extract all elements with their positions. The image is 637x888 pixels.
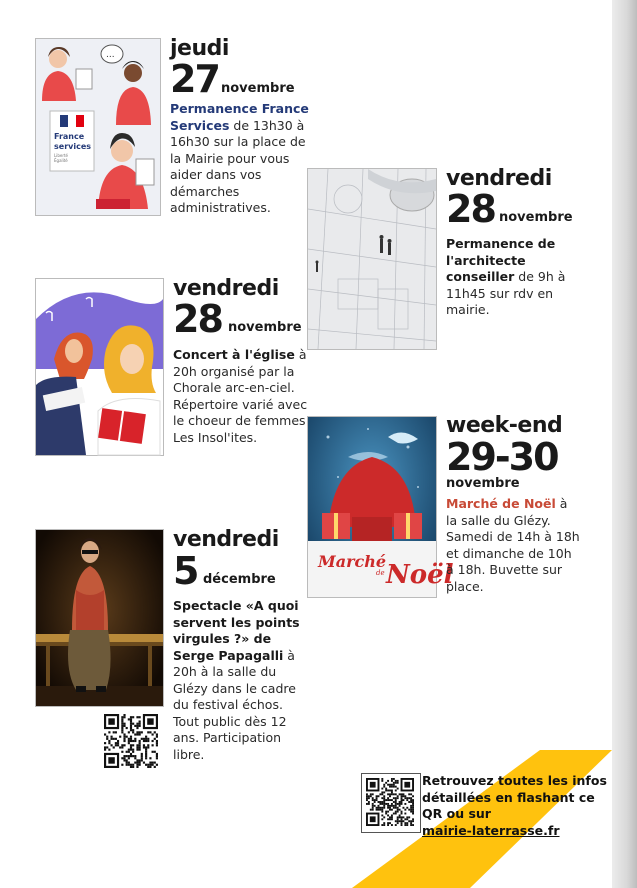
event-text: à 20h à la salle du Glézy dans le cadre du festival échos. Tout public dès 12 ans. Participation libre. <box>173 647 296 762</box>
event-number: 5 <box>173 549 198 593</box>
svg-text:Liberté: Liberté <box>54 153 69 158</box>
event-month: novembre <box>221 81 295 96</box>
event-description <box>446 236 576 319</box>
svg-text:Marché: Marché <box>318 552 387 571</box>
svg-text:Égalité: Égalité <box>54 158 68 163</box>
event-description <box>173 598 309 763</box>
event-month: décembre <box>203 572 276 587</box>
event-text: de 9h à 11h45 sur rdv en mairie. <box>446 269 566 317</box>
svg-text:France: France <box>54 132 85 141</box>
footer-url-link[interactable]: mairie-laterrasse.fr <box>422 822 560 838</box>
svg-text:Noël: Noël <box>386 560 454 590</box>
footer-line: QR ou sur <box>422 806 491 821</box>
event-day: week-end <box>446 413 563 438</box>
svg-text:de: de <box>376 569 385 577</box>
choir-illustration <box>35 278 164 456</box>
event-title: Permanence de l'architecte conseiller <box>446 236 556 284</box>
event-text: à 20h organisé par la Chorale arc-en-ciel. Répertoire varié avec le choeur de femmes Les Insol'ites. <box>173 347 308 445</box>
event-title: Spectacle «A quoi servent les points virgules ?» de Serge Papagalli <box>173 598 300 663</box>
event-number: 29-30 <box>446 435 558 479</box>
event-text: à la salle du Glézy. Samedi de 14h à 18h et dimanche de 10h à 18h. Buvette sur place. <box>446 496 580 594</box>
event-title: Permanence France Services <box>170 101 309 133</box>
event-title: Marché de Noël <box>446 496 556 511</box>
event-number: 28 <box>446 187 495 231</box>
event-month: novembre <box>446 476 520 491</box>
svg-text:...: ... <box>106 50 115 60</box>
event-day: jeudi <box>170 36 229 61</box>
christmas-market-poster <box>307 416 454 598</box>
event-day: vendredi <box>173 527 279 552</box>
event-day: vendredi <box>173 276 279 301</box>
qr-code[interactable] <box>104 714 158 768</box>
event-description <box>170 101 318 217</box>
event-description <box>446 496 582 595</box>
footer-info <box>422 773 612 839</box>
event-text: de 13h30 à 16h30 sur la place de la Mairie pour vous aider dans vos démarches administratives. <box>170 117 306 215</box>
footer-line: détaillées en flashant ce <box>422 789 595 805</box>
event-month: novembre <box>228 320 302 335</box>
event-title: Concert à l'église <box>173 347 295 362</box>
architect-plans-photo <box>307 168 437 350</box>
event-number: 27 <box>170 57 219 101</box>
event-day: vendredi <box>446 166 552 191</box>
svg-text:services: services <box>54 142 92 151</box>
footer-line: Retrouvez toutes les infos <box>422 773 607 788</box>
footer-qr-code[interactable] <box>366 778 414 826</box>
theatre-performer-photo <box>35 529 164 707</box>
event-description <box>173 347 309 446</box>
france-services-illustration <box>35 38 161 216</box>
event-number: 28 <box>173 297 222 341</box>
event-month: novembre <box>499 210 573 225</box>
